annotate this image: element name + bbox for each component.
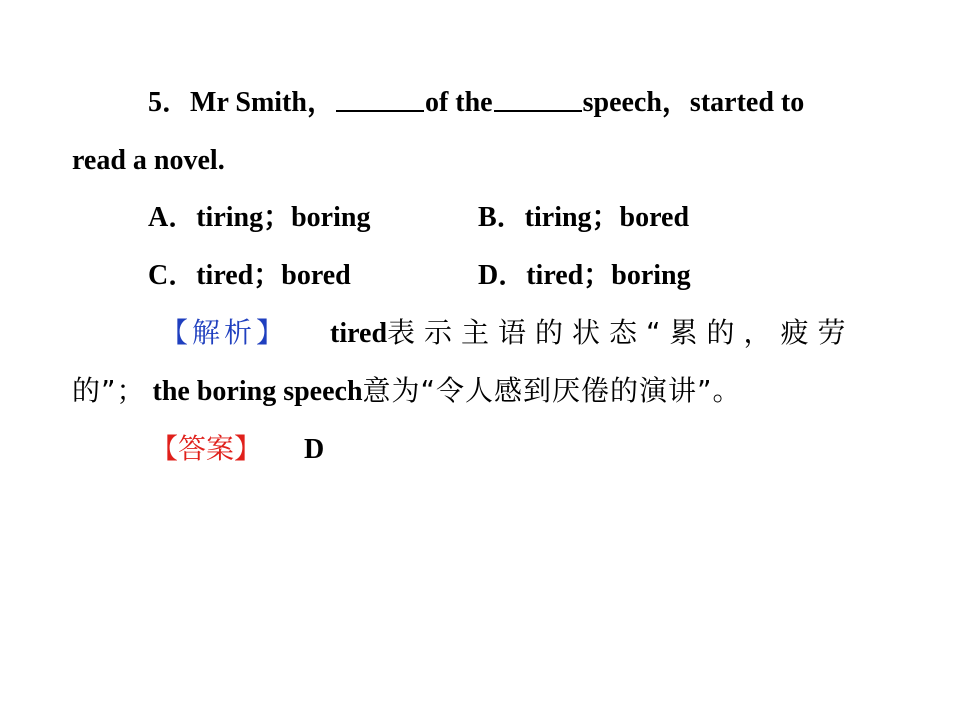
analysis-en-phrase: the boring speech	[152, 376, 363, 407]
option-b: B．tiring；bored	[478, 202, 690, 233]
question-text-part2: of the	[424, 87, 493, 118]
question-line-1	[148, 86, 885, 120]
answer-blank-1	[336, 86, 424, 112]
analysis-en-tired: tired	[330, 318, 388, 349]
option-d: D．tired；boring	[478, 260, 691, 291]
question-text-part3: speech，started to	[582, 87, 805, 118]
analysis-cn-1: 表示主语的状态“累的，疲劳	[387, 316, 855, 349]
analysis-cn-3: 意为“令人感到厌倦的演讲”。	[362, 374, 742, 407]
option-a: A．tiring；boring	[148, 202, 371, 233]
question-line-2: read a novel.	[72, 145, 225, 176]
answer-blank-2	[494, 86, 582, 112]
analysis-cn-2: 的”；	[72, 374, 146, 407]
answer-tag: 【答案】	[150, 432, 263, 465]
analysis-tag: 【解析】	[160, 316, 289, 349]
answer-value: D	[304, 434, 325, 465]
question-number: 5．	[148, 87, 191, 118]
analysis-line-1	[160, 316, 885, 351]
question-text-part1: Mr Smith，	[190, 87, 335, 118]
answer-line	[150, 432, 324, 467]
analysis-line-2	[72, 374, 742, 409]
option-c: C．tired；bored	[148, 260, 351, 291]
